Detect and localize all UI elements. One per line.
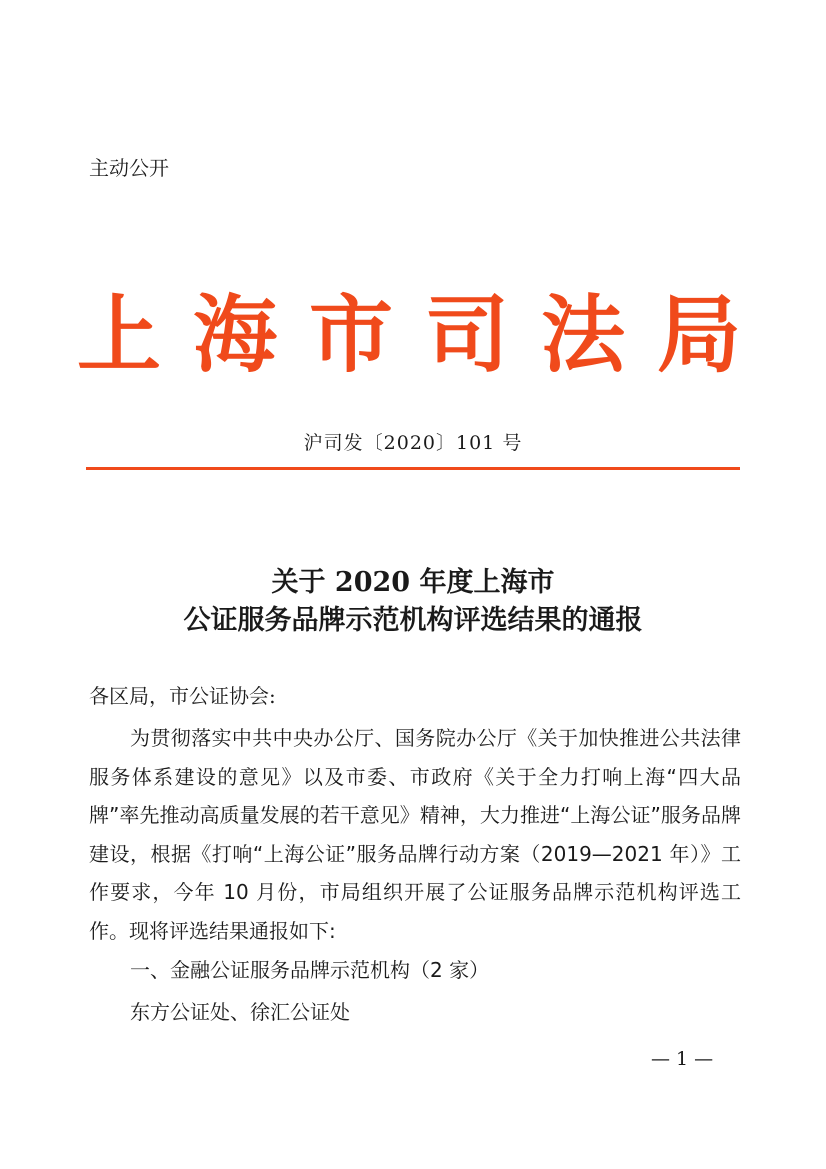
disclosure-label: 主动公开 (89, 156, 169, 180)
section-heading-1: 一、金融公证服务品牌示范机构（2 家） (130, 958, 490, 982)
document-number: 沪司发〔2020〕101 号 (303, 432, 523, 454)
document-title-line-1: 关于 2020 年度上海市 (271, 567, 555, 598)
masthead-title: 上海市司法局 (76, 285, 773, 384)
red-divider-line (86, 467, 740, 470)
page-number: — 1 — (651, 1048, 714, 1070)
document-title-line-2: 公证服务品牌示范机构评选结果的通报 (183, 605, 643, 636)
section-1-entries: 东方公证处、徐汇公证处 (130, 1000, 350, 1024)
body-paragraph: 为贯彻落实中共中央办公厅、国务院办公厅《关于加快推进公共法律服务体系建设的意见》以及市委、市政府《关于全力打响上海“四大品牌”率先推动高质量发展的若干意见》精神，大力推进“上海公证”服务品牌建设，根据《打响“上海公证”服务品牌行动方案（2019—2021 年）》工作要求，今年 10 月份，市局组织开展了公证服务品牌示范机构评选工作。现将评选结果通报如下: (89, 726, 741, 943)
salutation: 各区局，市公证协会: (89, 684, 276, 708)
